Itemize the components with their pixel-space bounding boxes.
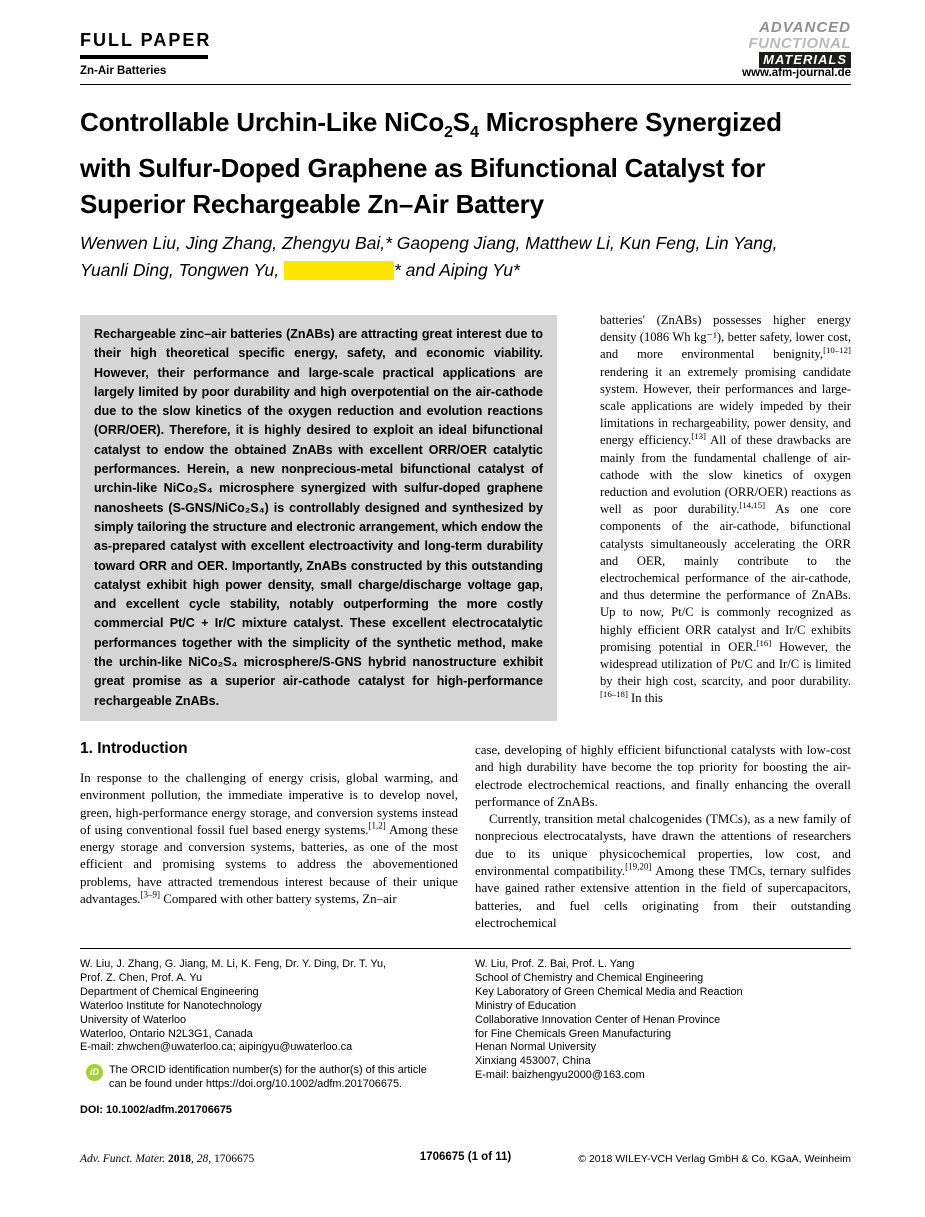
affiliation-right [475, 958, 851, 1118]
intro-left-column [80, 740, 458, 908]
title-line-2: with Sulfur-Doped Graphene as Bifunctional Catalyst for [80, 153, 766, 184]
affiliation-line: Waterloo Institute for Nanotechnology [80, 999, 262, 1012]
title-line-3: Superior Rechargeable Zn–Air Battery [80, 189, 544, 220]
authors-before-redaction: Yuanli Ding, Tongwen Yu, [80, 260, 284, 280]
article-title [80, 104, 870, 222]
affiliation-email-line: E-mail: zhwchen@uwaterloo.ca; aipingyu@uwaterloo.ca [80, 1041, 353, 1054]
affiliation-line: School of Chemistry and Chemical Engineering [475, 971, 704, 984]
orcid-icon: iD [86, 1064, 103, 1081]
affiliation-line: Henan Normal University [475, 1041, 597, 1054]
citation-article-number: , 1706675 [208, 1153, 255, 1165]
introduction-paragraph-2: Currently, transition metal chalcogenides (TMCs), as a new family of nonprecious electrocatalysts, have drawn the attentions of researchers due to its unique physicochemical properties, low cost, and environmental compatibility.[19,20] Among these TMCs, ternary sulfides have gained rather extensive attention in the field of supercapacitors, batteries, and fuel cells originating from their outstanding electrochemical [475, 812, 851, 930]
title-line-1: Controllable Urchin-Like $NiCo_2S_4$ Microsphere Synergized [80, 107, 782, 142]
article-type-underline [80, 55, 208, 59]
subject-label: Zn-Air Batteries [80, 65, 167, 77]
orcid-note-text: The ORCID identification number(s) for the author(s) of this article can be found under https://doi.org/10.1002/adfm.201706675. [109, 1064, 427, 1091]
citation-year: 2018 [167, 1153, 191, 1165]
affiliation-line: Department of Chemical Engineering [80, 985, 259, 998]
intro-right-text: batteries' (ZnABs) possesses higher energy density (1086 Wh kg⁻¹), better safety, lower cost, and more environmental benignity,[10–12] rendering it an extremely promising candidate system. However, their performances and large-scale applications are widely impeded by their limitations in rechargeability, power density, and energy efficiency.[13] All of these drawbacks are mainly from the fundamental challenge of air-cathode with the slow kinetics of oxygen reduction and evolution (ORR/OER) reactions as well as poor durability.[14,15] As one core components of the air-cathode, bifunctional catalysts simultaneously accelerating the ORR and OER, mainly contribute to the electrochemical performance of the air-cathode, and thus determine the performance of ZnABs. Up to now, Pt/C is commonly recognized as highly efficient ORR catalyst and Ir/C exhibits promising potential in OER.[16] However, the widespread utilization of Pt/C and Ir/C is limited by their high cost, scarcity, and poor durability.[16–18] In this [600, 313, 851, 706]
affiliation-line: Prof. Z. Chen, Prof. A. Yu [80, 971, 203, 984]
abstract-box [80, 315, 557, 721]
affiliation-line: Xinxiang 453007, China [475, 1055, 591, 1068]
logo-functional-text: FUNCTIONAL [748, 35, 851, 52]
affiliation-line: Ministry of Education [475, 999, 577, 1012]
intro-right-column [600, 312, 851, 708]
affiliation-left [80, 958, 458, 1118]
citation-sep: , [190, 1153, 197, 1165]
footnote-area [80, 948, 851, 1118]
affiliation-line: for Fine Chemicals Green Manufacturing [475, 1027, 672, 1040]
orcid-note-row [86, 1064, 438, 1092]
author-list [80, 230, 870, 284]
journal-url: www.afm-journal.de [742, 67, 851, 79]
affiliation-email-line: E-mail: baizhengyu2000@163.com [475, 1069, 645, 1082]
affiliation-line: Collaborative Innovation Center of Henan Province [475, 1013, 721, 1026]
section-heading-introduction: 1. Introduction [80, 740, 188, 757]
affiliation-line: University of Waterloo [80, 1013, 187, 1026]
authors-line-2 [80, 257, 870, 284]
logo-materials-text: MATERIALS [759, 52, 851, 68]
article-type-label: FULL PAPER [80, 30, 212, 50]
affiliation-line: W. Liu, Prof. Z. Bai, Prof. L. Yang [475, 958, 635, 970]
logo-advanced-text: ADVANCED [759, 19, 851, 36]
authors-line-1: Wenwen Liu, Jing Zhang, Zhengyu Bai,* Gaopeng Jiang, Matthew Li, Kun Feng, Lin Yang, [80, 233, 778, 253]
page-footer [80, 1150, 851, 1172]
page-header [80, 0, 851, 85]
citation-journal: Adv. Funct. Mater. [80, 1153, 168, 1165]
abstract-text: Rechargeable zinc–air batteries (ZnABs) are attracting great interest due to their high theoretical specific energy, safety, and economic viability. However, their performance and large-scale practical applications are largely limited by poor durability and high overpotential on the air-cathode due to the slow kinetics of the oxygen reduction and evolution reactions (ORR/OER). Therefore, it is highly desired to exploit an ideal bifunctional catalyst to endow the obtained ZnABs with excellent ORR/OER catalytic performances. Herein, a new nonprecious-metal bifunctional catalyst of urchin-like NiCo₂S₄ microsphere synergized with sulfur-doped graphene nanosheets (S-GNS/NiCo₂S₄) is controllably designed and synthesized by simply tailoring the structure and electronic arrangement, which endow the as-prepared catalyst with excellent electroactivity and long-term durability toward ORR and OER. Importantly, ZnABs constructed by this outstanding catalyst exhibit high power density, small charge/discharge voltage gap, and excellent cycle stability, notably outperforming the more costly commercial Pt/C + Ir/C mixture catalyst. These excellent electrocatalytic performances together with the simplicity of the synthetic method, make the urchin-like NiCo₂S₄ microsphere/S-GNS hybrid nanostructure exhibit great promise as a superior air-cathode catalyst for high-performance rechargeable ZnABs. [94, 327, 543, 708]
doi-line: DOI: 10.1002/adfm.201706675 [80, 1104, 232, 1117]
affiliation-line: Waterloo, Ontario N2L3G1, Canada [80, 1027, 253, 1040]
citation-volume: 28 [196, 1153, 209, 1165]
redacted-author-highlight [284, 261, 394, 280]
citation-reference [80, 1153, 254, 1165]
copyright-notice: © 2018 WILEY-VCH Verlag GmbH & Co. KGaA, Weinheim [578, 1153, 851, 1165]
journal-logo [749, 20, 852, 68]
authors-after-redaction: * and Aiping Yu* [393, 260, 520, 280]
introduction-continuation: case, developing of highly efficient bifunctional catalysts with low-cost and high durability have become the top priority for boosting the air-electrode electrochemical reactions, and finally enhancing the overall performance of ZnABs. [475, 743, 851, 809]
intro-lower-right-column [475, 742, 851, 932]
introduction-paragraph-1: In response to the challenging of energy crisis, global warming, and environment pollution, the immediate imperative is to develop novel, green, high-performance energy storage, and conversion systems instead of using conventional fossil fuel based energy systems.[1,2] Among these energy storage and conversion systems, batteries, as one of the most efficient and promising systems to address the abovementioned problems, have attracted tremendous interest because of their unique advantages.[3–9] Compared with other battery systems, Zn–air [80, 771, 458, 907]
affiliation-line: Key Laboratory of Green Chemical Media and Reaction [475, 985, 743, 998]
page-number-info: 1706675 (1 of 11) [419, 1151, 512, 1163]
affiliation-line: W. Liu, J. Zhang, G. Jiang, M. Li, K. Feng, Dr. Y. Ding, Dr. T. Yu, [80, 958, 387, 970]
